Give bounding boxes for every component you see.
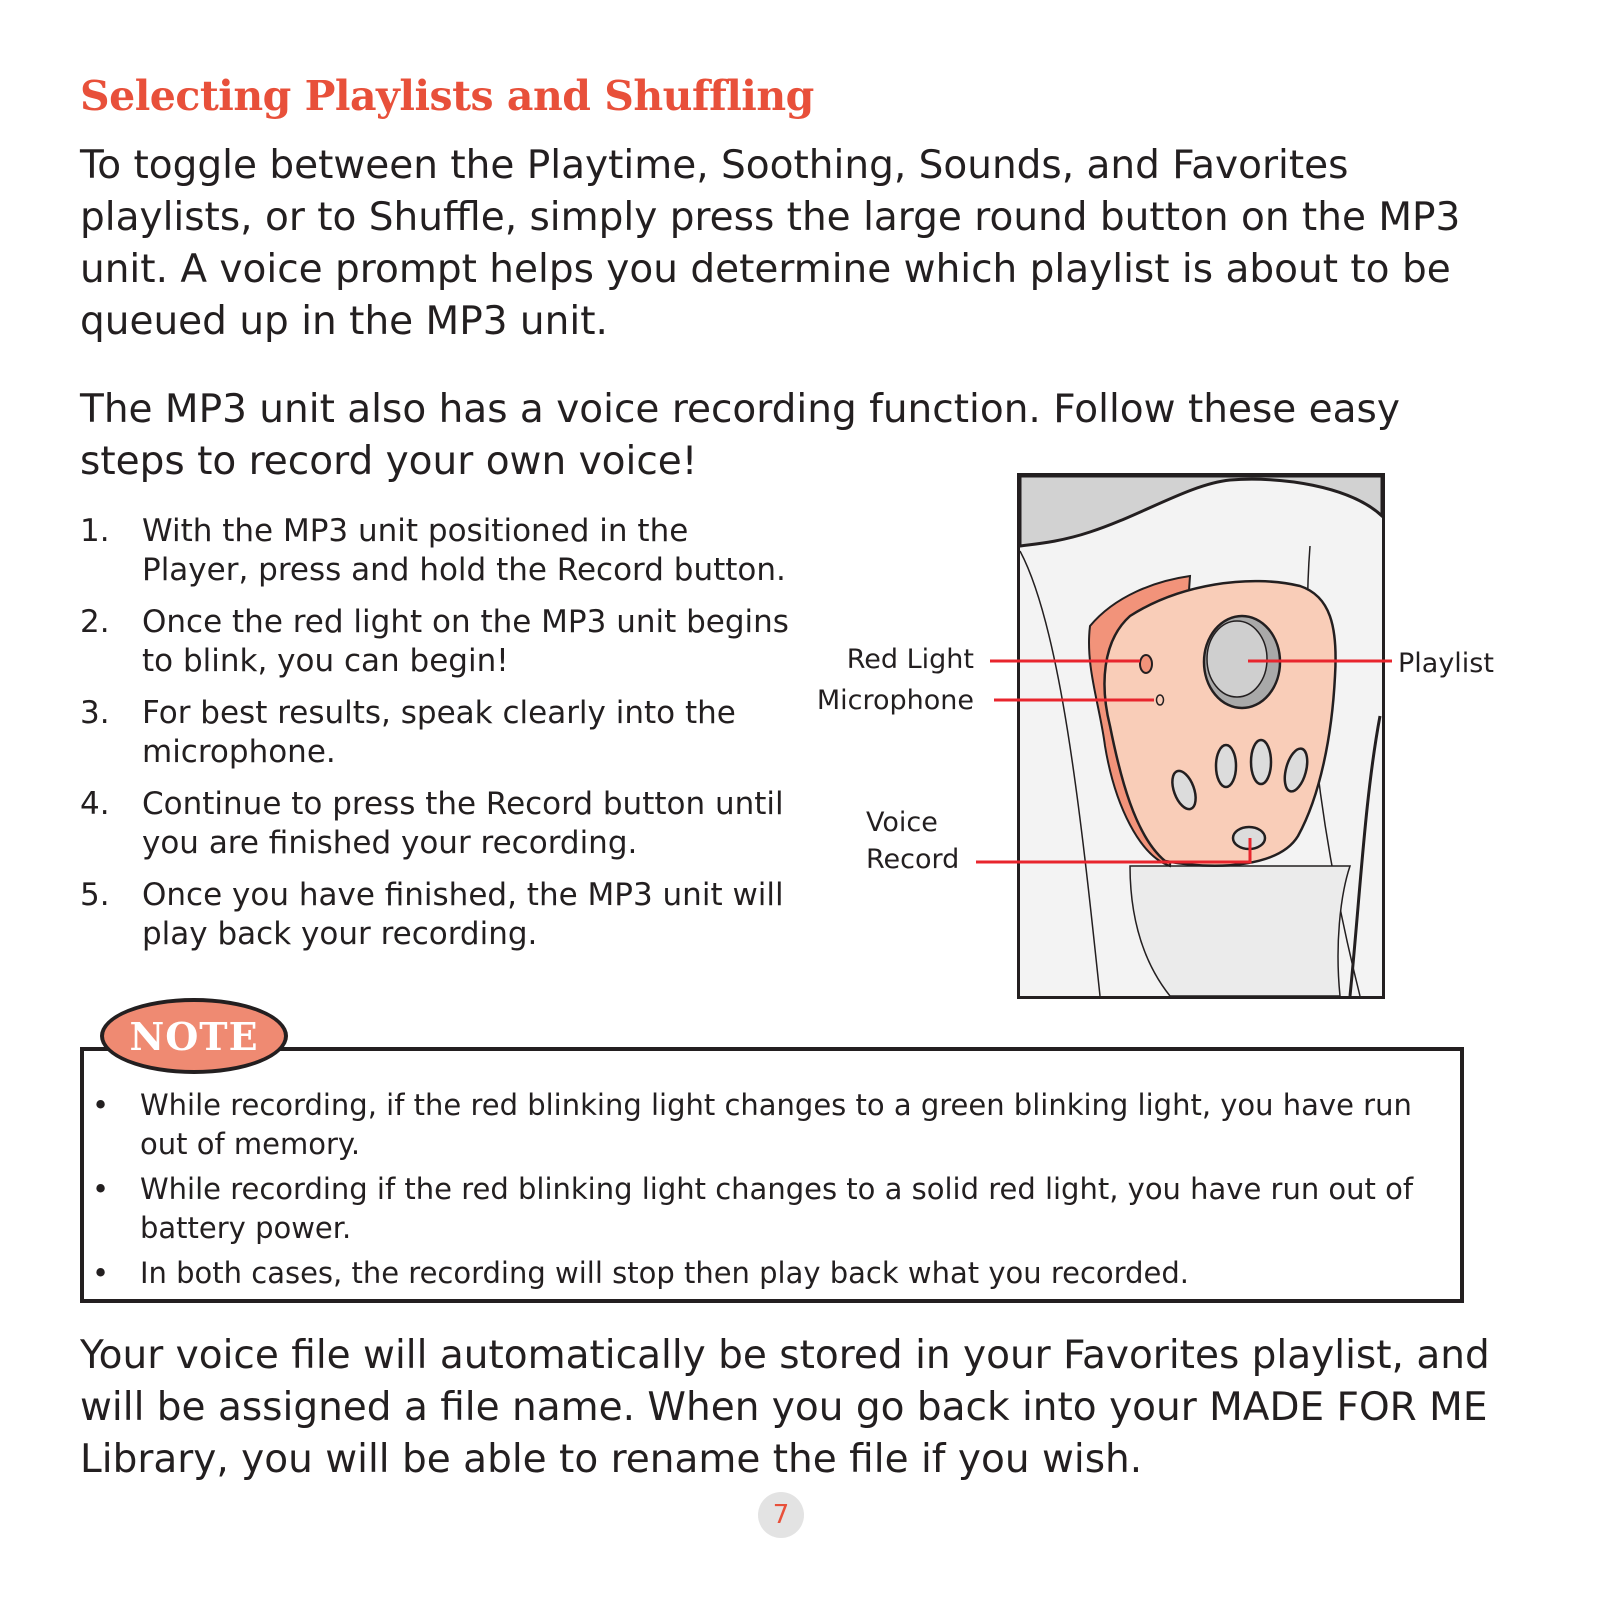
step-text: Once you have finished, the MP3 unit will play back your recording. bbox=[142, 877, 784, 952]
bullet-icon: • bbox=[92, 1172, 110, 1206]
page-number: 7 bbox=[758, 1492, 804, 1538]
note-item bbox=[86, 1086, 1466, 1164]
step-text: With the MP3 unit positioned in the Player, press and hold the Record button. bbox=[142, 513, 786, 588]
note-item bbox=[86, 1170, 1466, 1248]
voice-label: Voice bbox=[866, 807, 938, 838]
mp3-unit-illustration bbox=[1017, 473, 1385, 999]
step-text: Once the red light on the MP3 unit begins to blink, you can begin! bbox=[142, 604, 789, 679]
step-item bbox=[80, 694, 800, 772]
note-text: While recording, if the red blinking light changes to a green blinking light, you have run out of memory. bbox=[140, 1088, 1412, 1161]
red-light-label: Red Light bbox=[846, 644, 974, 675]
playlist-label: Playlist bbox=[1398, 648, 1494, 679]
note-badge: NOTE bbox=[100, 998, 288, 1074]
record-label: Record bbox=[866, 844, 960, 875]
step-item bbox=[80, 876, 800, 954]
recording-steps-list bbox=[80, 512, 800, 967]
step-item bbox=[80, 512, 800, 590]
step-text: For best results, speak clearly into the microphone. bbox=[142, 695, 736, 770]
step-number: 3. bbox=[80, 695, 110, 731]
step-number: 2. bbox=[80, 604, 110, 640]
bullet-icon: • bbox=[92, 1256, 110, 1290]
bullet-icon: • bbox=[92, 1088, 110, 1122]
section-heading: Selecting Playlists and Shuffling bbox=[80, 72, 814, 120]
step-number: 1. bbox=[80, 513, 110, 549]
closing-paragraph: Your voice file will automatically be stored in your Favorites playlist, and will be assigned a file name. When you go back into your MADE FOR ME Library, you will be able to rename the file if you wish. bbox=[80, 1333, 1490, 1482]
step-number: 5. bbox=[80, 877, 110, 913]
note-text: In both cases, the recording will stop then play back what you recorded. bbox=[140, 1256, 1189, 1290]
step-item bbox=[80, 785, 800, 863]
microphone-label: Microphone bbox=[816, 685, 974, 716]
note-item bbox=[86, 1254, 1466, 1293]
note-list bbox=[86, 1086, 1466, 1299]
recording-paragraph: The MP3 unit also has a voice recording function. Follow these easy steps to record your own voice! bbox=[80, 387, 1400, 484]
step-text: Continue to press the Record button until you are finished your recording. bbox=[142, 786, 784, 861]
step-number: 4. bbox=[80, 786, 110, 822]
note-text: While recording if the red blinking light changes to a solid red light, you have run out of battery power. bbox=[140, 1172, 1414, 1245]
step-item bbox=[80, 603, 800, 681]
intro-paragraph: To toggle between the Playtime, Soothing, Sounds, and Favorites playlists, or to Shuffle, simply press the large round button on the MP3 unit. A voice prompt helps you determine which playlist is about to be queued up in the MP3 unit. bbox=[80, 143, 1461, 344]
